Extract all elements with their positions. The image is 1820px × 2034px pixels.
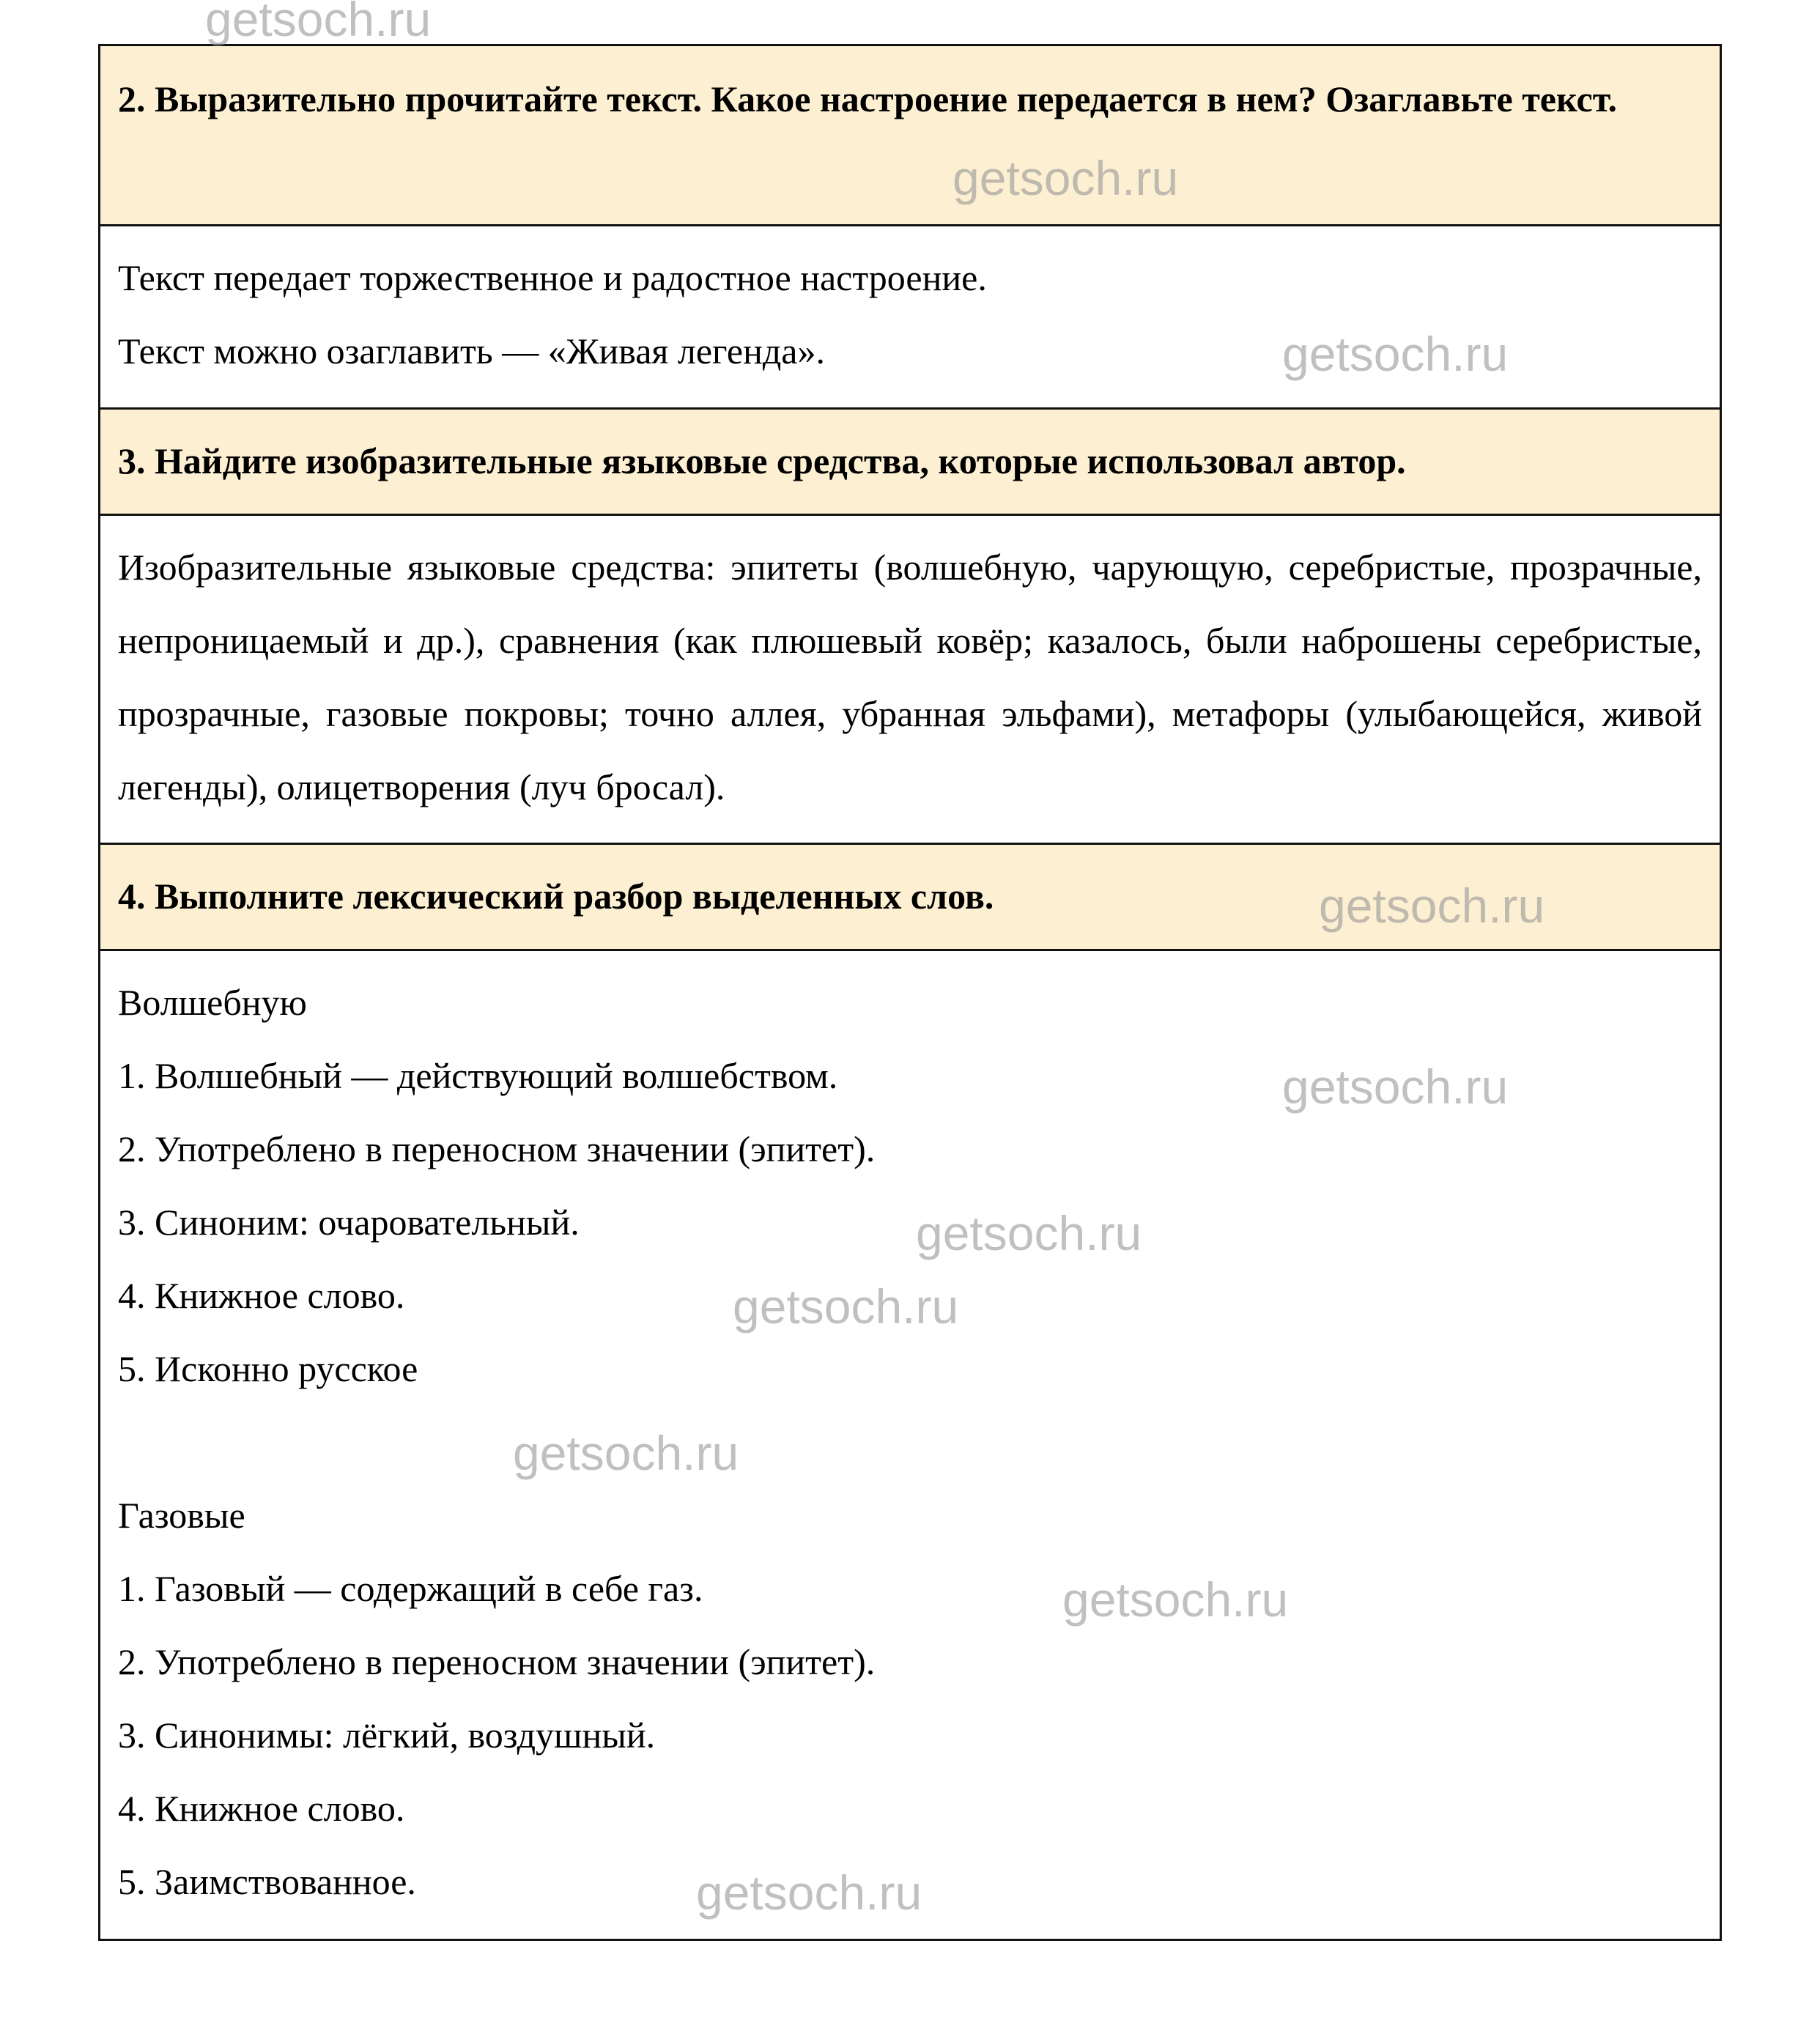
question-3: 3. Найдите изобразительные языковые средства, которые использовал автор. xyxy=(100,407,1720,514)
watermark: getsoch.ru xyxy=(952,151,1179,205)
analysis-item: 3. Синонимы: лёгкий, воздушный. xyxy=(118,1715,656,1756)
analysis-item: 2. Употреблено в переносном значении (эпитет). xyxy=(118,1128,876,1169)
analysis-item: 5. Заимствованное. xyxy=(118,1861,416,1902)
watermark: getsoch.ru xyxy=(733,1279,959,1334)
word-heading: Волшебную xyxy=(118,982,307,1023)
analysis-item: 1. Газовый — содержащий в себе газ. xyxy=(118,1568,703,1609)
analysis-item: 4. Книжное слово. xyxy=(118,1788,405,1829)
word-heading: Газовые xyxy=(118,1495,245,1536)
analysis-item: 5. Исконно русское xyxy=(118,1348,418,1389)
spacer xyxy=(118,1405,1702,1479)
analysis-item: 3. Синоним: очаровательный. xyxy=(118,1202,580,1243)
answer-3: Изобразительные языковые средства: эпитеты (волшебную, чарующую, серебристые, прозрачные, непроницаемый и др.), сравнения (как плюшевый ковёр; казалось, были наброшены серебристые, прозрачные, газовые покровы; точно аллея, убранная эльфами), метафоры (улыбающейся, живой легенды), олицетворения (луч бросал). xyxy=(100,514,1720,843)
answer-2 xyxy=(100,224,1720,407)
watermark: getsoch.ru xyxy=(513,1426,739,1480)
answer-line: Текст можно озаглавить — «Живая легенда». xyxy=(118,330,825,371)
watermark: getsoch.ru xyxy=(1282,1059,1509,1114)
analysis-item: 4. Книжное слово. xyxy=(118,1275,405,1316)
watermark: getsoch.ru xyxy=(696,1865,922,1920)
question-2: 2. Выразительно прочитайте текст. Какое настроение передается в нем? Озаглавьте текст. xyxy=(100,46,1720,224)
answer-table xyxy=(98,44,1722,1941)
answer-4 xyxy=(100,949,1720,1939)
watermark: getsoch.ru xyxy=(1282,327,1509,381)
watermark: getsoch.ru xyxy=(1319,879,1545,933)
watermark: getsoch.ru xyxy=(205,0,432,46)
analysis-item: 1. Волшебный — действующий волшебством. xyxy=(118,1055,838,1096)
question-4: 4. Выполните лексический разбор выделенных слов. xyxy=(100,843,1720,949)
answer-line: Текст передает торжественное и радостное настроение. xyxy=(118,257,987,298)
watermark: getsoch.ru xyxy=(1062,1572,1289,1627)
analysis-item: 2. Употреблено в переносном значении (эпитет). xyxy=(118,1641,876,1682)
watermark: getsoch.ru xyxy=(916,1206,1142,1260)
